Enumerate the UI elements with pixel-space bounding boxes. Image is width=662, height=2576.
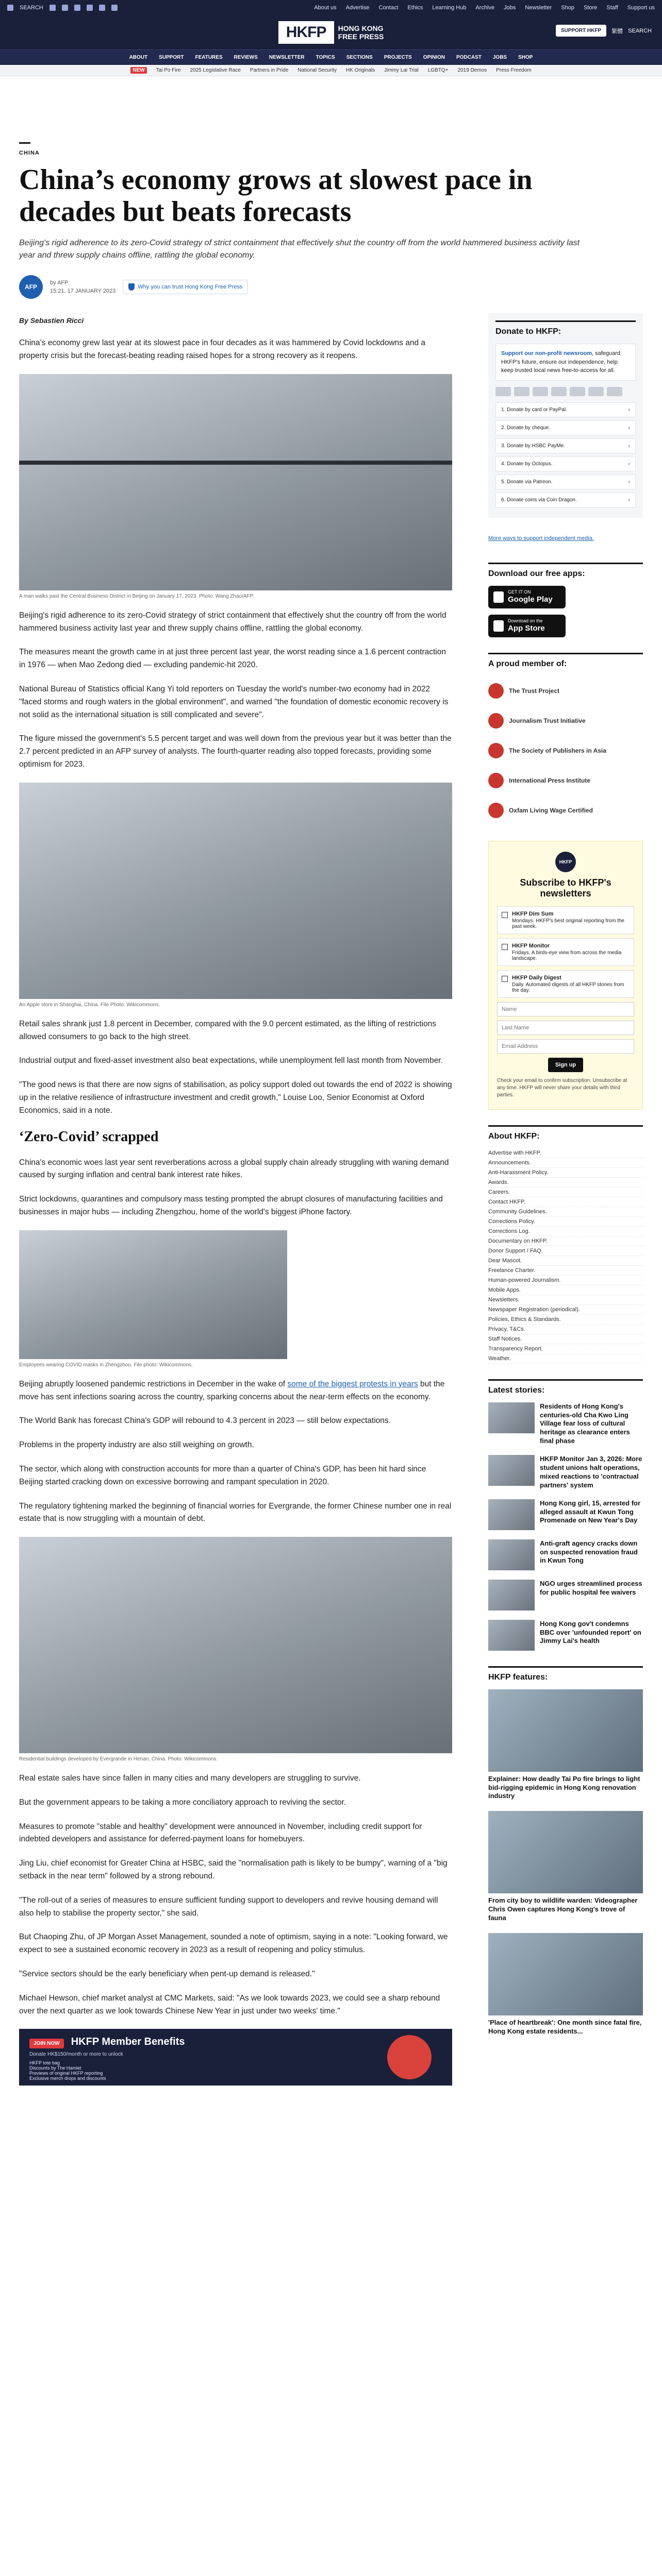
protests-link[interactable]: some of the biggest protests in years	[287, 1379, 418, 1388]
nav-item[interactable]: SHOP	[518, 55, 533, 60]
logo-mark: HKFP	[278, 21, 334, 44]
util-link[interactable]: Advertise	[345, 5, 370, 11]
util-link[interactable]: Store	[584, 5, 598, 11]
about-link[interactable]: Privacy, T&Cs.	[488, 1325, 643, 1334]
google-play-text	[508, 589, 553, 604]
paragraph: The measures meant the growth came in at just three percent last year, the worst reading since a 1.6 percent contraction in 1976 — when Mao Zedong died — excluding pandemic-hit 2020.	[19, 648, 446, 670]
about-link[interactable]: Community Guidelines.	[488, 1207, 643, 1217]
story-thumbnail[interactable]	[488, 1499, 535, 1530]
donate-option[interactable]	[495, 438, 636, 453]
trend-item[interactable]: 2025 Legislative Race	[190, 67, 241, 73]
jti-logo	[488, 713, 504, 728]
newsletter-option[interactable]	[497, 906, 634, 934]
util-link[interactable]: Staff	[606, 5, 618, 11]
donate-option[interactable]	[495, 474, 636, 489]
shield-icon	[128, 283, 135, 291]
instagram-icon[interactable]	[62, 5, 68, 11]
nav-item[interactable]: ABOUT	[129, 55, 148, 60]
paragraph-text: Beijing abruptly loosened pandemic restrictions in December in the wake of	[19, 1379, 288, 1388]
octopus-icon	[588, 387, 604, 396]
feature-image[interactable]	[488, 1811, 643, 1893]
newsletter-box	[488, 841, 643, 1110]
story-title[interactable]: Hong Kong girl, 15, arrested for alleged assault at Kwun Tong Promenade on New Year's Day	[540, 1499, 641, 1524]
feature-story[interactable]	[488, 1689, 643, 1801]
checkbox[interactable]	[502, 912, 508, 918]
paragraph: The regulatory tightening marked the beginning of financial worries for Evergrande, the former Chinese number one in real estate that is now struggling with a mountain of debt.	[19, 1501, 452, 1523]
publish-date: 15:21, 17 JANUARY 2023	[50, 288, 116, 295]
about-link[interactable]: Contact HKFP.	[488, 1197, 643, 1207]
newsletter-option-name: HKFP Dim Sum	[512, 910, 554, 917]
latest-story[interactable]	[488, 1499, 643, 1530]
amex-icon	[533, 387, 548, 396]
utility-links	[314, 5, 655, 11]
member-item[interactable]	[488, 795, 643, 825]
newsletter-option-text	[512, 943, 630, 961]
util-search-label[interactable]: SEARCH	[20, 5, 43, 11]
author-name[interactable]: Sebastien Ricci	[30, 316, 84, 325]
feature-story[interactable]	[488, 1933, 643, 2036]
util-link[interactable]: Jobs	[504, 5, 516, 11]
figure-caption: A man walks past the Central Business District in Beijing on January 17, 2023. Photo: Wang Zhao/AFP.	[19, 593, 254, 599]
donate-option-label: 5. Donate via Patreon.	[501, 479, 553, 485]
newsletter-option-name: HKFP Daily Digest	[512, 974, 561, 981]
newsletter-option-name: HKFP Monitor	[512, 942, 550, 949]
donate-options	[495, 402, 636, 507]
story-thumbnail[interactable]	[488, 1539, 535, 1570]
newsletter-option-desc: Daily. Automated digests of all HKFP stories from the day.	[512, 981, 624, 993]
figure-caption: An Apple store in Shanghai, China. File Photo: Wikicommons.	[19, 1002, 160, 1008]
author-avatar[interactable]: AFP	[19, 275, 43, 299]
name-input[interactable]	[497, 1002, 634, 1016]
latest-title: Latest stories:	[488, 1379, 643, 1395]
chevron-right-icon: ›	[628, 479, 630, 485]
paragraph: Retail sales shrank just 1.8 percent in December, compared with the 9.0 percent estimated, as the lifting of restrictions allowed consumers to go back to the high street.	[19, 1019, 436, 1041]
byline-row	[19, 275, 643, 299]
app-store-small: Download on the	[508, 618, 543, 624]
ipi-logo	[488, 773, 504, 788]
chevron-right-icon: ›	[628, 497, 630, 503]
figure-caption: Residential buildings developed by Evergrande in Henan, China. Photo: Wikicommons.	[19, 1756, 218, 1762]
facebook-icon[interactable]	[49, 5, 56, 11]
about-link[interactable]: Newspaper Registration (periodical).	[488, 1305, 643, 1315]
util-link[interactable]: About us	[314, 5, 337, 11]
feature-story[interactable]	[488, 1811, 643, 1923]
trust-link[interactable]	[123, 280, 248, 294]
latest-story[interactable]	[488, 1402, 643, 1446]
about-title: About HKFP:	[488, 1125, 643, 1141]
about-link[interactable]: Corrections Log.	[488, 1227, 643, 1236]
perk-item: Discounts by The Hamlet	[29, 2065, 81, 2071]
about-link[interactable]: Awards.	[488, 1178, 643, 1188]
story-title[interactable]: Hong Kong gov't condemns BBC over 'unfounded report' on Jimmy Lai's health	[540, 1619, 641, 1645]
mascot-image	[387, 2035, 432, 2079]
newsletter-logo: HKFP	[555, 852, 576, 872]
article-header	[19, 76, 643, 299]
email-input[interactable]	[497, 1039, 634, 1054]
masthead	[0, 15, 662, 49]
nav-item[interactable]: SECTIONS	[346, 55, 373, 60]
beijing-cbd-photo[interactable]	[19, 374, 452, 590]
trend-item[interactable]: LGBTQ+	[427, 67, 449, 73]
newsletter-option-desc: Mondays. HKFP's best original reporting from the past week.	[512, 918, 625, 929]
about-link[interactable]: Transparency Report.	[488, 1344, 643, 1354]
sopa-logo	[488, 743, 504, 758]
more-ways-link[interactable]: More ways to support independent media.	[488, 535, 594, 541]
member-item[interactable]	[488, 706, 643, 736]
nav-item[interactable]: TOPICS	[316, 55, 335, 60]
linkedin-icon[interactable]	[87, 5, 93, 11]
donate-option-label: 3. Donate by HSBC PayMe.	[501, 443, 565, 449]
trending-bar	[0, 65, 662, 76]
nav-item[interactable]: NEWSLETTER	[269, 55, 305, 60]
youtube-icon[interactable]	[99, 5, 105, 11]
util-link[interactable]: Newsletter	[525, 5, 552, 11]
member-item[interactable]	[488, 676, 643, 706]
perk-item: Exclusive merch drops and discounts	[29, 2076, 106, 2081]
member-name: The Society of Publishers in Asia	[509, 747, 606, 754]
paragraph: But Chaoping Zhu, of JP Morgan Asset Management, sounded a note of optimism, saying in a note: "Looking forward, we expect to see a sustained economic recovery in 2023 as a result of reopening and policy stimulus.	[19, 1933, 448, 1955]
page-columns	[19, 313, 643, 2086]
banner-title: HKFP Member Benefits	[71, 2036, 185, 2048]
latest-section	[488, 1379, 643, 1651]
donate-option[interactable]	[495, 402, 636, 417]
paragraph: National Bureau of Statistics official Kang Yi told reporters on Tuesday the world's number-two economy had in 2022 "faced storms and rough waters in the global environment", and warned "the foundation of domestic economic recovery is not solid as the international situation is still complicated and severe".	[19, 684, 449, 719]
oxfam-logo	[488, 803, 504, 818]
newsletter-option[interactable]	[497, 938, 634, 966]
masthead-search[interactable]: SEARCH	[628, 27, 652, 34]
app-store-big: App Store	[508, 624, 545, 633]
about-link[interactable]: Documentary on HKFP.	[488, 1236, 643, 1246]
latest-story[interactable]	[488, 1539, 643, 1570]
paragraph: But the government appears to be taking a more conciliatory approach to reviving the sector.	[19, 1798, 346, 1807]
perk-list	[29, 2060, 442, 2081]
chevron-right-icon: ›	[628, 406, 630, 413]
about-link[interactable]: Policies, Ethics & Standards.	[488, 1315, 643, 1325]
latest-story[interactable]	[488, 1455, 643, 1490]
last-name-input[interactable]	[497, 1021, 634, 1035]
trend-item[interactable]: Partners in Pride	[250, 67, 289, 73]
apple-store-photo[interactable]	[19, 783, 452, 999]
feature-title[interactable]: 'Place of heartbreak': One month since fatal fire, Hong Kong estate residents...	[488, 2019, 642, 2035]
language-toggle[interactable]: 繁體	[611, 28, 623, 35]
figure	[19, 1537, 452, 1762]
feature-image[interactable]	[488, 1689, 643, 1772]
utility-bar	[0, 0, 662, 15]
checkbox[interactable]	[502, 944, 508, 950]
donate-option-label: 2. Donate by cheque.	[501, 425, 551, 431]
nav-item[interactable]: OPINION	[423, 55, 445, 60]
trend-item[interactable]: Press Freedom	[496, 67, 532, 73]
google-play-button[interactable]	[488, 586, 566, 608]
about-list	[488, 1148, 643, 1364]
apps-section	[488, 563, 643, 637]
byline-by: by AFP	[50, 279, 69, 286]
paragraph: The sector, which along with construction accounts for more than a quarter of China's GDP, has been hit hard since Beijing started cracking down on excessive borrowing and rampant speculation in 2020.	[19, 1464, 426, 1486]
feature-title[interactable]: Explainer: How deadly Tai Po fire brings to light bid-rigging epidemic in Hong Kong renovation industry	[488, 1774, 640, 1800]
member-name: International Press Institute	[509, 776, 591, 784]
paypal-icon	[551, 387, 567, 396]
sidebar	[488, 313, 643, 2086]
story-thumbnail[interactable]	[488, 1580, 535, 1611]
paragraph: Jing Liu, chief economist for Greater China at HSBC, said the "normalisation path is likely to be bumpy", warning of a "big setback in the near term" followed by a strong rebound.	[19, 1859, 448, 1881]
donate-option[interactable]	[495, 493, 636, 507]
masthead-actions	[556, 25, 652, 37]
logo-line-2: FREE PRESS	[338, 32, 384, 41]
chevron-right-icon: ›	[628, 425, 630, 431]
features-title: HKFP features:	[488, 1666, 643, 1682]
member-name: Oxfam Living Wage Certified	[509, 806, 593, 814]
latest-story[interactable]	[488, 1620, 643, 1651]
patreon-icon	[607, 387, 622, 396]
donate-intro-link[interactable]: Support our non-profit newsroom	[501, 350, 592, 357]
evergrande-buildings-photo[interactable]	[19, 1537, 452, 1753]
about-link[interactable]: Mobile Apps.	[488, 1285, 643, 1295]
trust-link-label: Why you can trust Hong Kong Free Press	[138, 284, 243, 291]
member-name: Journalism Trust Initiative	[509, 717, 586, 724]
paragraph: Problems in the property industry are also still weighing on growth.	[19, 1440, 254, 1450]
story-thumbnail[interactable]	[488, 1402, 535, 1433]
member-title: A proud member of:	[488, 653, 643, 669]
donate-option-label: 4. Donate by Octopus.	[501, 461, 553, 467]
mastercard-icon	[495, 387, 511, 396]
author-prefix: By	[19, 316, 28, 325]
about-link[interactable]: Newsletters.	[488, 1295, 643, 1305]
trend-item[interactable]: National Security	[297, 67, 337, 73]
newsletter-option-text	[512, 975, 630, 993]
paragraph-text: but the move has sent infections soaring across the country, sparking concerns about the near-term effects on the economy.	[19, 1379, 445, 1401]
member-section	[488, 653, 643, 825]
payment-icons	[495, 387, 636, 396]
feature-title[interactable]: From city boy to wildlife warden: Videographer Chris Owen captures Hong Kong's trove of fauna	[488, 1896, 638, 1922]
util-link[interactable]: Support us	[627, 5, 655, 11]
article-deck: Beijing's rigid adherence to its zero-Covid strategy of strict containment that effectively shut the country off from the world hammered business activity last year and threw supply chains offline, rattling the global economy.	[19, 239, 580, 260]
member-item[interactable]	[488, 766, 643, 795]
about-section	[488, 1125, 643, 1364]
nav-item[interactable]: FEATURES	[195, 55, 223, 60]
apps-title: Download our free apps:	[488, 563, 643, 579]
util-link[interactable]: Archive	[475, 5, 495, 11]
x-icon[interactable]	[74, 5, 80, 11]
paragraph: Beijing's rigid adherence to its zero-Covid strategy of strict containment that effectively shut the country off from the world hammered business activity last year and threw supply chains offline, rattling the global economy.	[19, 611, 446, 633]
page-title: China’s economy grows at slowest pace in decades but beats forecasts	[19, 164, 533, 228]
newsletter-option-text	[512, 911, 630, 929]
about-link[interactable]: Advertise with HKFP.	[488, 1148, 643, 1158]
support-button[interactable]: SUPPORT HKFP	[556, 25, 606, 37]
about-link[interactable]: Careers.	[488, 1188, 643, 1197]
signup-button[interactable]: Sign up	[548, 1058, 583, 1072]
nav-item[interactable]: PODCAST	[456, 55, 482, 60]
donate-box	[488, 313, 643, 518]
chevron-right-icon: ›	[628, 443, 630, 449]
logo-line-1: HONG KONG	[338, 24, 384, 32]
newsletter-option[interactable]	[497, 970, 634, 998]
member-item[interactable]	[488, 736, 643, 766]
story-title[interactable]: NGO urges streamlined process for public hospital fee waivers	[540, 1579, 642, 1596]
google-play-small: GET IT ON	[508, 589, 531, 595]
figure	[19, 1230, 287, 1368]
util-link[interactable]: Learning Hub	[432, 5, 467, 11]
util-link[interactable]: Shop	[561, 5, 575, 11]
nav-item[interactable]: REVIEWS	[234, 55, 258, 60]
app-store-button[interactable]	[488, 615, 566, 637]
join-now-button[interactable]: JOIN NOW	[29, 2039, 64, 2048]
donate-option[interactable]	[495, 420, 636, 435]
paragraph: "Service sectors should be the early beneficiary when pent-up demand is released."	[19, 1970, 315, 1979]
logo-text	[338, 24, 384, 41]
about-link[interactable]: Staff Notices.	[488, 1334, 643, 1344]
byline-meta	[50, 279, 115, 296]
paragraph: Real estate sales have since fallen in many cities and many developers are struggling to survive.	[19, 1774, 361, 1783]
new-badge: NEW	[130, 67, 146, 74]
banner-subtitle: Donate HK$150/month or more to unlock	[29, 2052, 123, 2058]
payme-icon	[570, 387, 585, 396]
nav-item[interactable]: JOBS	[492, 55, 507, 60]
paragraph: "The roll-out of a series of measures to ensure sufficient funding support to developers and revive housing demand will also help to stabilise the property sector," she said.	[19, 1895, 438, 1918]
google-play-icon	[493, 591, 504, 603]
story-title[interactable]: Residents of Hong Kong's centuries-old Cha Kwo Ling Village fear loss of cultural heritage as clearance enters final phase	[540, 1402, 630, 1445]
zhengzhou-photo[interactable]	[19, 1230, 287, 1359]
paragraph: Industrial output and fixed-asset investment also beat expectations, while unemployment fell last month from November.	[19, 1056, 443, 1065]
about-link[interactable]: Donor Support / FAQ.	[488, 1246, 643, 1256]
about-link[interactable]: Anti-Harassment Policy.	[488, 1168, 643, 1178]
about-link[interactable]: Human-powered Journalism.	[488, 1276, 643, 1285]
search-icon[interactable]	[7, 5, 13, 11]
util-link[interactable]: Contact	[378, 5, 399, 11]
paragraph: Strict lockdowns, quarantines and compulsory mass testing prompted the abrupt closures of manufacturing facilities and businesses in major hubs — including Zhengzhou, home of the world's biggest iPhone factory.	[19, 1195, 443, 1216]
trend-item[interactable]: Tai Po Fire	[156, 67, 181, 73]
donate-intro-text: , safeguard HKFP's future, ensure our independence, help keep trusted local news free-to-access for all.	[501, 350, 621, 374]
trend-item[interactable]: 2019 Demos	[457, 67, 487, 73]
about-link[interactable]: Corrections Policy.	[488, 1217, 643, 1227]
paragraph: "The good news is that there are now signs of stabilisation, as policy support doled out towards the end of 2022 is showing up in the relative resilience of infrastructure investment and credit growth," Louise Loo, Senior Economist at Oxford Economics, said in a note.	[19, 1080, 452, 1115]
figure-caption: Employees wearing COVID masks in Zhengzhou. File photo: Wikicommons.	[19, 1362, 193, 1368]
about-link[interactable]: Weather.	[488, 1354, 643, 1364]
donate-option-label: 6. Donate coins via Coin Dragon.	[501, 497, 577, 503]
paragraph: The World Bank has forecast China's GDP will rebound to 4.3 percent in 2023 — still below expectations.	[19, 1416, 391, 1426]
paragraph: The figure missed the government's 5.5 percent target and was well down from the previous year but it was better than the 2.7 percent predicted in an AFP survey of analysts. The fourth-quarter reading also topped forecasts, providing some optimism for 2023.	[19, 734, 452, 769]
about-link[interactable]: Freelance Charter.	[488, 1266, 643, 1276]
perk-item: Previews of original HKFP reporting	[29, 2071, 103, 2076]
member-benefits-banner[interactable]	[19, 2029, 452, 2086]
donate-option-label: 1. Donate by card or PayPal.	[501, 406, 567, 413]
perk-item: HKFP tote bag	[29, 2060, 60, 2066]
email-icon[interactable]	[111, 5, 118, 11]
author-line	[19, 316, 452, 325]
visa-icon	[514, 387, 529, 396]
site-logo[interactable]	[278, 21, 384, 44]
newsletter-title: Subscribe to HKFP's newsletters	[520, 877, 611, 899]
figure	[19, 783, 452, 1008]
paragraph: Measures to promote "stable and healthy" development were announced in November, including credit support for indebted developers and assistance for deferred-payment loans for homebuyers.	[19, 1822, 422, 1844]
newsletter-fineprint: Check your email to confirm subscription. Unsubscribe at any time. HKFP will never share your details with third parties.	[497, 1077, 627, 1098]
trend-item[interactable]: Jimmy Lai Trial	[384, 67, 419, 73]
nav-item[interactable]: SUPPORT	[159, 55, 184, 60]
story-title[interactable]: HKFP Monitor Jan 3, 2026: More student unions halt operations, mixed reactions to 'contractual partners' system	[540, 1455, 642, 1489]
section-rule	[19, 142, 30, 144]
about-link[interactable]: Dear Mascot.	[488, 1256, 643, 1266]
nav-item[interactable]: PROJECTS	[384, 55, 412, 60]
features-section	[488, 1666, 643, 2036]
checkbox[interactable]	[502, 976, 508, 982]
chevron-right-icon: ›	[628, 461, 630, 467]
member-list	[488, 676, 643, 825]
google-play-big: Google Play	[508, 595, 553, 604]
member-name: The Trust Project	[509, 687, 560, 694]
donate-option[interactable]	[495, 456, 636, 471]
subheading: ‘Zero-Covid’ scrapped	[19, 1128, 159, 1145]
section-tag[interactable]: CHINA	[19, 150, 40, 156]
feature-image[interactable]	[488, 1933, 643, 2015]
app-store-text	[508, 618, 545, 633]
util-link[interactable]: Ethics	[407, 5, 423, 11]
latest-story[interactable]	[488, 1580, 643, 1611]
trend-item[interactable]: HK Originals	[345, 67, 375, 73]
main-nav	[0, 49, 662, 65]
story-thumbnail[interactable]	[488, 1455, 535, 1486]
apple-icon	[493, 620, 504, 632]
paragraph: China's economic woes last year sent reverberations across a global supply chain already struggling with waning demand caused by surging inflation and central bank interest rate hikes.	[19, 1158, 449, 1180]
article-body	[19, 313, 452, 2086]
paragraph	[19, 1378, 452, 1404]
story-thumbnail[interactable]	[488, 1620, 535, 1651]
donate-intro	[495, 344, 636, 381]
newsletter-option-desc: Fridays. A birds-eye view from across the media landscape.	[512, 950, 622, 961]
trust-project-logo	[488, 683, 504, 699]
about-link[interactable]: Announcements.	[488, 1158, 643, 1168]
figure	[19, 374, 452, 599]
story-title[interactable]: Anti-graft agency cracks down on suspected renovation fraud in Kwun Tong	[540, 1539, 638, 1565]
paragraph: Michael Hewson, chief market analyst at CMC Markets, said: "As we look towards 2023, we could see a sharp rebound over the next quarter as we look towards Chinese New Year in just under two weeks' time."	[19, 1993, 440, 2015]
paragraph: China’s economy grew last year at its slowest pace in four decades as it was hammered by Covid lockdowns and a property crisis but the forecast-beating reading raised hopes for a strong recovery as it reopens.	[19, 338, 426, 360]
donate-title: Donate to HKFP:	[495, 320, 636, 336]
